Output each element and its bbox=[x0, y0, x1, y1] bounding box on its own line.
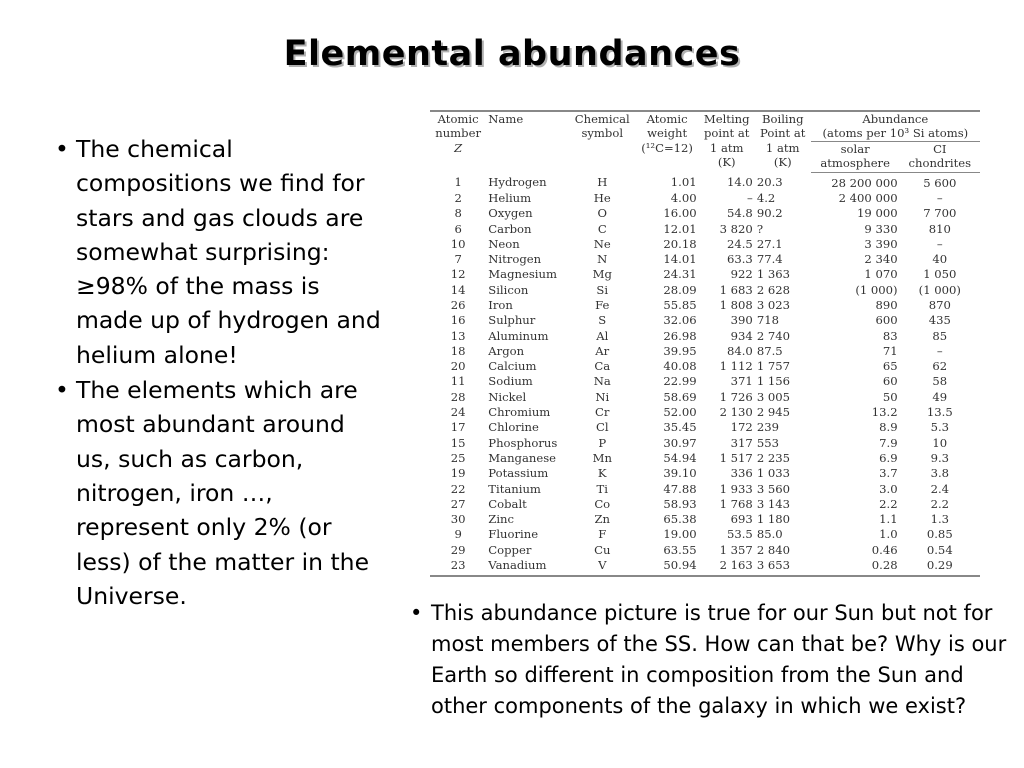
cell-melting-point: 1 808 bbox=[719, 298, 753, 312]
cell-atomic-weight: 58.69 bbox=[663, 389, 697, 404]
cell-ci-abundance: 1 050 bbox=[923, 267, 957, 282]
table-row bbox=[430, 543, 980, 558]
table-row bbox=[430, 374, 980, 389]
cell-atomic-weight: 39.10 bbox=[663, 466, 697, 481]
cell-atomic-weight: 4.00 bbox=[670, 190, 697, 205]
cell-atomic-number: 12 bbox=[450, 267, 466, 282]
cell-atomic-number: 29 bbox=[450, 542, 466, 557]
cell-element-name: Vanadium bbox=[486, 558, 569, 576]
bullet-item bbox=[55, 132, 385, 372]
cell-atomic-number: 25 bbox=[450, 450, 466, 465]
cell-element-name: Chlorine bbox=[488, 420, 539, 435]
cell-ci-abundance: 0.29 bbox=[900, 558, 980, 576]
cell-symbol: Mg bbox=[592, 267, 612, 282]
cell-solar-abundance: 1.1 bbox=[879, 512, 898, 527]
cell-boiling-point: 3 653 bbox=[755, 558, 811, 576]
cell-melting-point: 3 820 bbox=[719, 221, 753, 236]
cell-element-name: Nitrogen bbox=[488, 252, 542, 267]
table-row bbox=[430, 359, 980, 374]
cell-atomic-weight: 39.95 bbox=[663, 343, 697, 358]
cell-symbol: Ne bbox=[593, 236, 611, 251]
table-row bbox=[430, 283, 980, 298]
cell-symbol: Zn bbox=[594, 512, 611, 527]
cell-element-name: Potassium bbox=[488, 466, 549, 481]
header-melting-point: Melting point at 1 atm (K) bbox=[699, 111, 755, 172]
cell-element-name: Phosphorus bbox=[488, 435, 558, 450]
cell-solar-abundance: 50 bbox=[882, 389, 898, 404]
cell-ci-abundance: 40 bbox=[932, 252, 948, 267]
cell-solar-abundance: 8.9 bbox=[879, 420, 898, 435]
cell-element-name: Manganese bbox=[488, 450, 557, 465]
cell-boiling-point: 85.0 bbox=[756, 527, 783, 542]
header-solar-atmosphere: solar atmosphere bbox=[820, 141, 890, 171]
cell-boiling-point: 2 740 bbox=[756, 328, 791, 343]
bullet-item bbox=[55, 373, 385, 613]
cell-atomic-weight: 32.06 bbox=[663, 313, 697, 328]
cell-atomic-number: 27 bbox=[450, 496, 466, 511]
header-atomic-weight: Atomic weight (¹²C=12) bbox=[636, 111, 699, 172]
cell-ci-abundance: 0.54 bbox=[926, 542, 953, 557]
bullet-item bbox=[410, 598, 1015, 722]
cell-melting-point: 1 726 bbox=[719, 389, 753, 404]
table-row bbox=[430, 222, 980, 237]
cell-ci-abundance: 0.85 bbox=[926, 527, 953, 542]
cell-atomic-weight: 65.38 bbox=[663, 512, 697, 527]
cell-symbol: Ca bbox=[594, 359, 611, 374]
header-atomic-number: Atomic number Z bbox=[430, 111, 486, 172]
cell-ci-abundance: 49 bbox=[932, 389, 948, 404]
cell-atomic-number: 10 bbox=[450, 236, 466, 251]
cell-atomic-number: 30 bbox=[450, 512, 466, 527]
cell-boiling-point: 77.4 bbox=[756, 252, 783, 267]
cell-melting-point: 2 130 bbox=[719, 405, 753, 420]
cell-boiling-point: 1 180 bbox=[756, 512, 791, 527]
cell-symbol: F bbox=[598, 527, 607, 542]
table-row bbox=[430, 512, 980, 527]
cell-melting-point: 922 bbox=[730, 267, 753, 282]
cell-atomic-number: 7 bbox=[454, 252, 462, 267]
cell-element-name: Iron bbox=[488, 298, 513, 312]
cell-atomic-weight: 47.88 bbox=[663, 481, 697, 496]
cell-element-name: Chromium bbox=[488, 405, 551, 420]
cell-solar-abundance: 19 000 bbox=[857, 206, 898, 221]
cell-atomic-weight: 19.00 bbox=[663, 527, 697, 542]
cell-solar-abundance: 0.28 bbox=[811, 558, 900, 576]
cell-solar-abundance: 1.0 bbox=[879, 527, 898, 542]
cell-atomic-weight: 26.98 bbox=[663, 328, 697, 343]
table-row bbox=[430, 313, 980, 328]
cell-atomic-number: 28 bbox=[450, 389, 466, 404]
cell-ci-abundance: 2.4 bbox=[930, 481, 950, 496]
cell-symbol: Co bbox=[594, 496, 611, 511]
cell-ci-abundance: (1 000) bbox=[918, 282, 961, 297]
cell-melting-point: 1 768 bbox=[719, 496, 753, 511]
table-row bbox=[430, 172, 980, 191]
cell-atomic-weight: 58.93 bbox=[663, 496, 697, 511]
left-bullet-list bbox=[55, 132, 385, 614]
cell-atomic-number: 23 bbox=[430, 558, 486, 576]
cell-boiling-point: 90.2 bbox=[756, 206, 783, 221]
cell-element-name: Titanium bbox=[488, 481, 541, 496]
cell-element-name: Hydrogen bbox=[488, 175, 547, 190]
cell-atomic-number: 20 bbox=[450, 359, 466, 374]
cell-melting-point: 934 bbox=[730, 328, 753, 343]
cell-atomic-weight: 12.01 bbox=[663, 221, 697, 236]
cell-melting-point: 53.5 bbox=[726, 527, 753, 542]
cell-ci-abundance: 58 bbox=[932, 374, 948, 389]
cell-atomic-number: 6 bbox=[454, 221, 462, 236]
cell-boiling-point: 3 005 bbox=[756, 389, 791, 404]
cell-boiling-point: 1 033 bbox=[756, 466, 791, 481]
cell-element-name: Argon bbox=[488, 343, 525, 358]
cell-symbol: K bbox=[597, 466, 607, 481]
cell-ci-abundance: 1.3 bbox=[930, 512, 950, 527]
cell-solar-abundance: 1 070 bbox=[864, 267, 898, 282]
cell-atomic-weight: 20.18 bbox=[663, 236, 697, 251]
table-row bbox=[430, 267, 980, 282]
cell-atomic-weight: 55.85 bbox=[663, 298, 697, 312]
cell-ci-abundance: 3.8 bbox=[930, 466, 950, 481]
cell-symbol: Cl bbox=[595, 420, 609, 435]
cell-atomic-weight: 1.01 bbox=[670, 175, 697, 190]
cell-solar-abundance: 2 340 bbox=[864, 252, 898, 267]
cell-melting-point: 1 357 bbox=[719, 542, 753, 557]
cell-ci-abundance: 85 bbox=[932, 328, 948, 343]
cell-atomic-number: 8 bbox=[454, 206, 462, 221]
cell-atomic-number: 11 bbox=[450, 374, 466, 389]
cell-boiling-point: 1 156 bbox=[756, 374, 791, 389]
table-row bbox=[430, 436, 980, 451]
header-ci-chondrites: CI chondrites bbox=[908, 141, 972, 171]
cell-boiling-point: 2 235 bbox=[756, 450, 791, 465]
cell-solar-abundance: 83 bbox=[882, 328, 898, 343]
cell-ci-abundance: 7 700 bbox=[923, 206, 957, 221]
cell-symbol: Al bbox=[596, 328, 609, 343]
cell-symbol: V bbox=[569, 558, 636, 576]
cell-boiling-point: 553 bbox=[756, 435, 779, 450]
cell-boiling-point: 2 628 bbox=[756, 282, 791, 297]
table-row bbox=[430, 558, 980, 576]
right-bullet-list bbox=[410, 598, 1015, 723]
cell-symbol: Cu bbox=[594, 542, 611, 557]
cell-boiling-point: 1 757 bbox=[756, 359, 791, 374]
cell-element-name: Calcium bbox=[488, 359, 537, 374]
cell-element-name: Neon bbox=[488, 236, 520, 251]
cell-atomic-weight: 30.97 bbox=[663, 435, 697, 450]
cell-solar-abundance: 2.2 bbox=[879, 496, 898, 511]
cell-melting-point: 1 517 bbox=[719, 450, 753, 465]
cell-melting-point: – bbox=[747, 190, 753, 205]
cell-solar-abundance: 13.2 bbox=[871, 405, 898, 420]
cell-ci-abundance: 435 bbox=[928, 313, 951, 328]
cell-boiling-point: 239 bbox=[756, 420, 779, 435]
cell-solar-abundance: 3.7 bbox=[879, 466, 898, 481]
cell-atomic-weight: 40.08 bbox=[663, 359, 697, 374]
cell-atomic-number: 16 bbox=[450, 313, 466, 328]
header-abundance: Abundance (atoms per 10³ Si atoms) bbox=[811, 111, 980, 141]
cell-ci-abundance: 870 bbox=[928, 298, 951, 312]
cell-boiling-point: 3 560 bbox=[756, 481, 791, 496]
cell-symbol: O bbox=[597, 206, 607, 221]
cell-boiling-point: 4.2 bbox=[756, 190, 776, 205]
cell-ci-abundance: – bbox=[936, 236, 943, 251]
cell-solar-abundance: 3 390 bbox=[864, 236, 898, 251]
bullet-dot-icon: • bbox=[55, 135, 69, 163]
cell-atomic-weight: 28.09 bbox=[663, 282, 697, 297]
cell-melting-point: 336 bbox=[730, 466, 753, 481]
table-row bbox=[430, 497, 980, 512]
table-row bbox=[430, 527, 980, 542]
cell-atomic-number: 26 bbox=[450, 298, 466, 312]
cell-element-name: Sodium bbox=[488, 374, 533, 389]
cell-ci-abundance: 2.2 bbox=[930, 496, 950, 511]
table-row bbox=[430, 390, 980, 405]
cell-boiling-point: 2 945 bbox=[756, 405, 791, 420]
cell-melting-point: 84.0 bbox=[726, 343, 753, 358]
cell-atomic-weight: 54.94 bbox=[663, 450, 697, 465]
cell-solar-abundance: 65 bbox=[882, 359, 898, 374]
slide-title: Elemental abundances bbox=[283, 34, 741, 74]
cell-boiling-point: 87.5 bbox=[756, 343, 783, 358]
table-row bbox=[430, 405, 980, 420]
cell-solar-abundance: 9 330 bbox=[864, 221, 898, 236]
table-row bbox=[430, 344, 980, 359]
bullet-text: This abundance picture is true for our Sun but not for most members of the SS. How can that be? Why is our Earth so different in composition from the Sun and other components of the galaxy in which we exist? bbox=[431, 601, 1007, 718]
cell-atomic-weight: 14.01 bbox=[663, 252, 697, 267]
cell-atomic-weight: 24.31 bbox=[663, 267, 697, 282]
cell-atomic-number: 14 bbox=[450, 282, 466, 297]
abundance-table-body bbox=[430, 172, 980, 576]
cell-atomic-number: 1 bbox=[454, 175, 462, 190]
cell-ci-abundance: 13.5 bbox=[926, 405, 953, 420]
cell-atomic-weight: 22.99 bbox=[663, 374, 697, 389]
cell-boiling-point: 718 bbox=[756, 313, 779, 328]
cell-melting-point: 2 163 bbox=[699, 558, 755, 576]
header-boiling-point: Boiling Point at 1 atm (K) bbox=[755, 111, 811, 172]
table-row bbox=[430, 252, 980, 267]
cell-melting-point: 14.0 bbox=[726, 175, 753, 190]
cell-atomic-number: 15 bbox=[450, 435, 466, 450]
cell-ci-abundance: 10 bbox=[932, 435, 948, 450]
cell-symbol: Na bbox=[593, 374, 611, 389]
cell-element-name: Sulphur bbox=[488, 313, 536, 328]
cell-solar-abundance: 600 bbox=[875, 313, 898, 328]
cell-ci-abundance: – bbox=[936, 343, 943, 358]
bullet-text: The chemical compositions we find for stars and gas clouds are somewhat surprising: ≥98% of the mass is made up of hydrogen and helium alone! bbox=[76, 135, 381, 369]
cell-solar-abundance: 7.9 bbox=[879, 435, 898, 450]
table-row bbox=[430, 329, 980, 344]
cell-atomic-number: 2 bbox=[454, 190, 462, 205]
table-row bbox=[430, 191, 980, 206]
cell-symbol: Fe bbox=[595, 298, 610, 312]
cell-element-name: Nickel bbox=[488, 389, 527, 404]
cell-solar-abundance: 6.9 bbox=[879, 450, 898, 465]
abundance-table-figure bbox=[430, 110, 980, 577]
cell-atomic-weight: 63.55 bbox=[663, 542, 697, 557]
cell-melting-point: 693 bbox=[730, 512, 753, 527]
cell-solar-abundance: 2 400 000 bbox=[838, 190, 898, 205]
table-row bbox=[430, 206, 980, 221]
cell-melting-point: 24.5 bbox=[726, 236, 753, 251]
cell-atomic-weight: 16.00 bbox=[663, 206, 697, 221]
cell-boiling-point: ? bbox=[756, 221, 764, 236]
cell-melting-point: 390 bbox=[730, 313, 753, 328]
cell-element-name: Magnesium bbox=[488, 267, 557, 282]
cell-melting-point: 1 683 bbox=[719, 282, 753, 297]
cell-boiling-point: 27.1 bbox=[756, 236, 783, 251]
cell-melting-point: 371 bbox=[730, 374, 753, 389]
table-row bbox=[430, 420, 980, 435]
cell-symbol: Mn bbox=[592, 450, 612, 465]
cell-symbol: Ar bbox=[595, 343, 610, 358]
cell-symbol: S bbox=[598, 313, 607, 328]
cell-ci-abundance: 9.3 bbox=[930, 450, 950, 465]
cell-boiling-point: 1 363 bbox=[756, 267, 791, 282]
cell-atomic-number: 24 bbox=[450, 405, 466, 420]
cell-element-name: Carbon bbox=[488, 221, 532, 236]
cell-atomic-number: 18 bbox=[450, 343, 466, 358]
bullet-text: The elements which are most abundant around us, such as carbon, nitrogen, iron …, represent only 2% (or less) of the matter in the Universe. bbox=[76, 376, 370, 610]
cell-boiling-point: 3 143 bbox=[756, 496, 791, 511]
header-symbol: Chemical symbol bbox=[569, 111, 636, 172]
cell-boiling-point: 3 023 bbox=[756, 298, 791, 312]
bullet-dot-icon: • bbox=[55, 376, 69, 405]
table-row bbox=[430, 298, 980, 313]
cell-atomic-number: 17 bbox=[450, 420, 466, 435]
cell-melting-point: 1 933 bbox=[719, 481, 753, 496]
cell-element-name: Oxygen bbox=[488, 206, 533, 221]
cell-element-name: Zinc bbox=[488, 512, 515, 527]
cell-solar-abundance: 71 bbox=[882, 343, 898, 358]
cell-symbol: Ni bbox=[595, 389, 610, 404]
cell-solar-abundance: 60 bbox=[882, 374, 898, 389]
cell-symbol: P bbox=[598, 435, 607, 450]
table-row bbox=[430, 451, 980, 466]
cell-solar-abundance: 3.0 bbox=[879, 481, 898, 496]
table-row bbox=[430, 482, 980, 497]
cell-melting-point: 54.8 bbox=[726, 206, 753, 221]
cell-atomic-number: 13 bbox=[450, 328, 466, 343]
cell-element-name: Copper bbox=[488, 542, 532, 557]
cell-solar-abundance: 0.46 bbox=[871, 542, 898, 557]
cell-melting-point: 317 bbox=[730, 435, 753, 450]
cell-atomic-weight: 52.00 bbox=[663, 405, 697, 420]
cell-ci-abundance: 810 bbox=[928, 221, 951, 236]
cell-ci-abundance: 5.3 bbox=[930, 420, 950, 435]
cell-solar-abundance: (1 000) bbox=[855, 282, 898, 297]
cell-atomic-weight: 35.45 bbox=[663, 420, 697, 435]
cell-element-name: Fluorine bbox=[488, 527, 539, 542]
cell-melting-point: 1 112 bbox=[719, 359, 753, 374]
cell-boiling-point: 20.3 bbox=[756, 175, 783, 190]
cell-symbol: Si bbox=[596, 282, 609, 297]
cell-ci-abundance: 62 bbox=[932, 359, 948, 374]
cell-melting-point: 63.3 bbox=[726, 252, 753, 267]
cell-element-name: Aluminum bbox=[488, 328, 549, 343]
header-name: Name bbox=[486, 111, 569, 172]
cell-solar-abundance: 28 200 000 bbox=[831, 175, 898, 190]
cell-atomic-weight: 50.94 bbox=[636, 558, 699, 576]
cell-element-name: Cobalt bbox=[488, 496, 527, 511]
cell-symbol: He bbox=[593, 190, 611, 205]
cell-atomic-number: 19 bbox=[450, 466, 466, 481]
bullet-dot-icon: • bbox=[410, 601, 423, 625]
cell-melting-point: 172 bbox=[730, 420, 753, 435]
cell-boiling-point: 2 840 bbox=[756, 542, 791, 557]
cell-symbol: N bbox=[597, 252, 608, 267]
cell-symbol: C bbox=[597, 221, 607, 236]
cell-atomic-number: 22 bbox=[450, 481, 466, 496]
table-row bbox=[430, 237, 980, 252]
cell-element-name: Helium bbox=[488, 190, 532, 205]
abundance-table bbox=[430, 110, 980, 577]
cell-symbol: Cr bbox=[595, 405, 610, 420]
cell-symbol: H bbox=[597, 175, 608, 190]
cell-symbol: Ti bbox=[596, 481, 608, 496]
cell-atomic-number: 9 bbox=[454, 527, 462, 542]
table-row bbox=[430, 466, 980, 481]
cell-ci-abundance: 5 600 bbox=[923, 175, 957, 190]
cell-element-name: Silicon bbox=[488, 282, 529, 297]
cell-solar-abundance: 890 bbox=[875, 298, 898, 312]
cell-ci-abundance: – bbox=[936, 190, 943, 205]
